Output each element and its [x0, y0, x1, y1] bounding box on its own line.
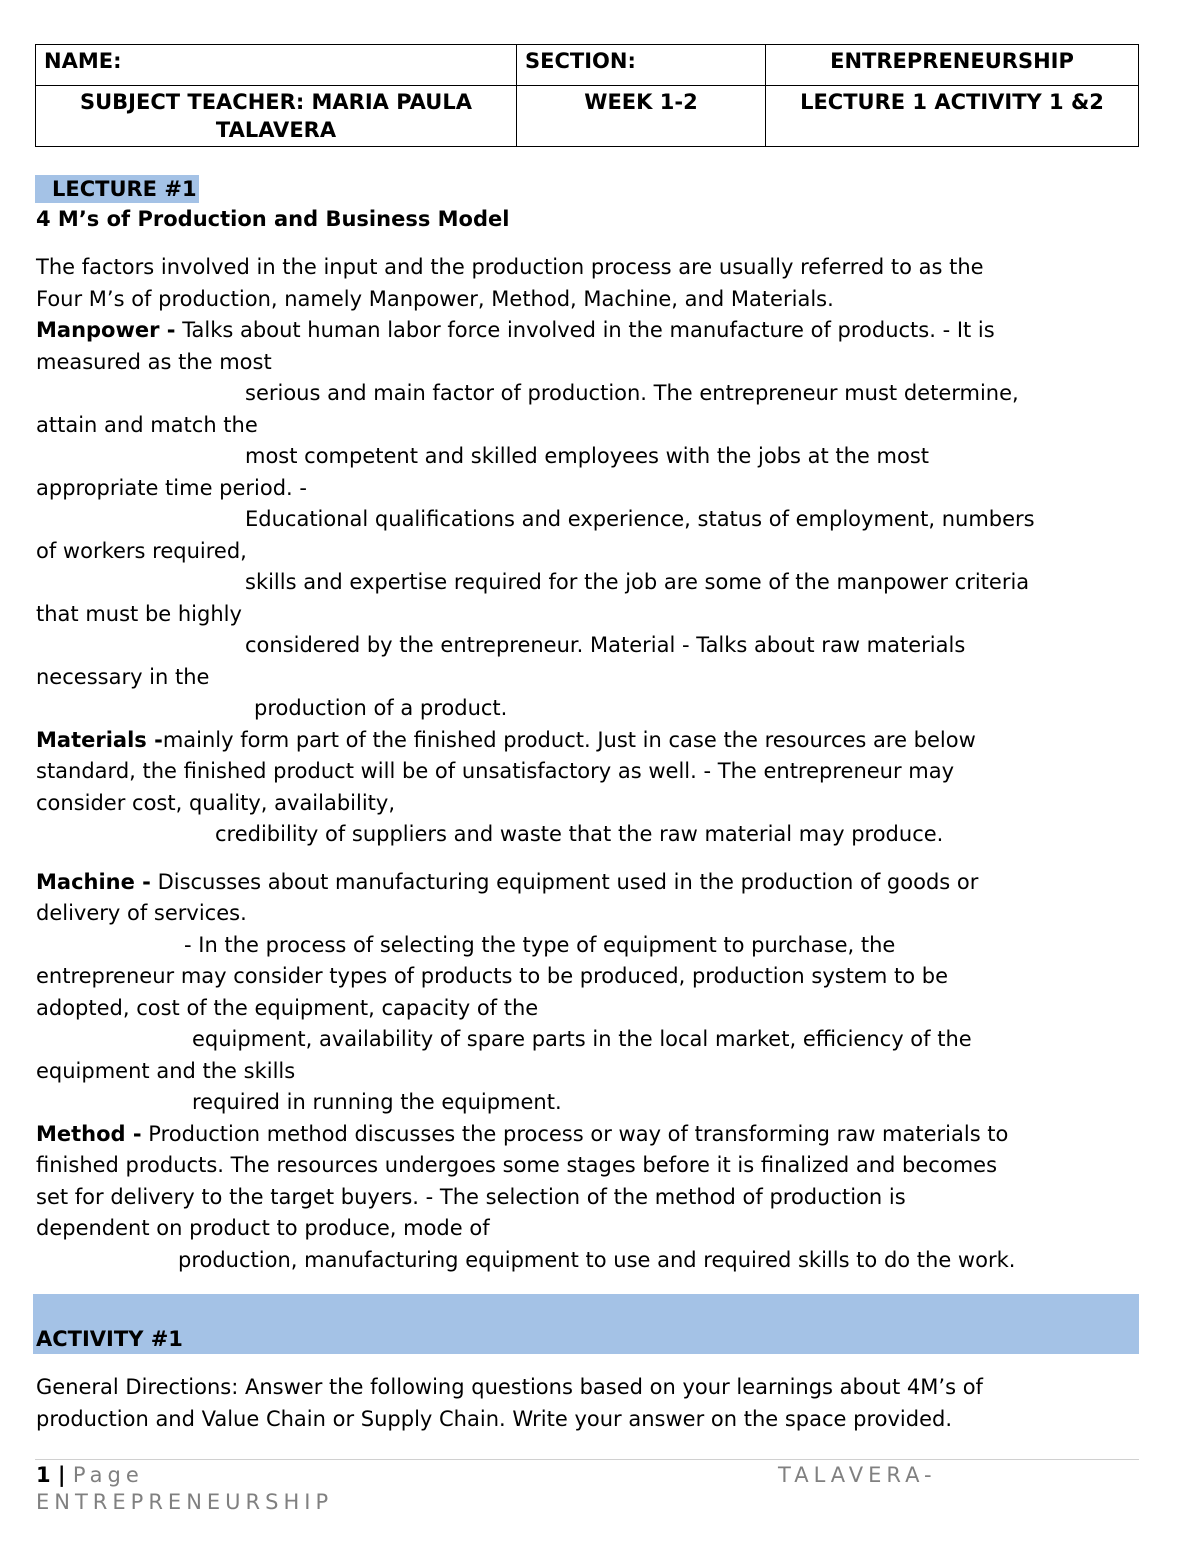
materials-line: consider cost, quality, availability, [36, 790, 396, 815]
footer-right: TALAVERA- [778, 1463, 937, 1487]
directions-line: General Directions: Answer the following questions based on your learnings about 4M’s of [36, 1375, 983, 1399]
header-table [35, 44, 1139, 147]
footer-subject: ENTREPRENEURSHIP [36, 1490, 334, 1514]
materials-line: Materials -mainly form part of the finished product. Just in case the resources are below [36, 727, 976, 752]
lecture-activity-label: LECTURE 1 ACTIVITY 1 &2 [800, 90, 1104, 114]
lecture-title: 4 M’s of Production and Business Model [36, 207, 510, 231]
machine-line: equipment, availability of spare parts in the local market, efficiency of the [192, 1027, 972, 1051]
manpower-term: Manpower - [36, 318, 176, 342]
activity-label: ACTIVITY #1 [36, 1327, 183, 1351]
manpower-line: Educational qualifications and experience, status of employment, numbers [245, 507, 1035, 531]
manpower-line: of workers required, [36, 538, 247, 563]
manpower-line: serious and main factor of production. The entrepreneur must determine, [245, 381, 1019, 405]
teacher-label: SUBJECT TEACHER: MARIA PAULA TALAVERA [80, 90, 472, 142]
directions-line: production and Value Chain or Supply Chain. Write your answer on the space provided. [36, 1406, 953, 1431]
week-cell [517, 86, 766, 147]
activity-directions [36, 1372, 1146, 1435]
manpower-line: attain and match the [36, 412, 258, 437]
manpower-line: most competent and skilled employees with the jobs at the most [245, 444, 930, 468]
method-term: Method - [36, 1121, 142, 1146]
section-label: SECTION: [525, 49, 636, 73]
page-number: 1 [36, 1463, 51, 1487]
manpower-line: appropriate time period. - [36, 475, 307, 500]
lecture-label: LECTURE #1 [35, 175, 199, 203]
activity-banner [33, 1294, 1139, 1354]
name-cell [36, 45, 517, 86]
lecture-activity-cell [766, 86, 1139, 147]
materials-line: standard, the finished product will be of unsatisfactory as well. - The entrepreneur may [36, 759, 955, 783]
manpower-line: considered by the entrepreneur. Material - Talks about raw materials [245, 633, 966, 657]
intro-line: The factors involved in the input and the production process are usually referred to as the [36, 255, 984, 279]
manpower-line: skills and expertise required for the job are some of the manpower criteria [245, 570, 1030, 594]
teacher-cell [36, 86, 517, 147]
manpower-line: that must be highly [36, 601, 242, 626]
manpower-line: necessary in the [36, 664, 210, 689]
subject-label: ENTREPRENEURSHIP [830, 49, 1074, 73]
footer-divider [35, 1459, 1139, 1460]
lecture-body [36, 252, 1146, 1276]
name-label: NAME: [44, 49, 122, 73]
week-label: WEEK 1-2 [584, 90, 698, 114]
machine-term: Machine - [36, 869, 151, 894]
page-separator: | [50, 1463, 73, 1487]
manpower-line: Manpower - Talks about human labor force involved in the manufacture of products. - It is [36, 318, 995, 342]
page-word: Page [72, 1463, 144, 1487]
intro-line: Four M’s of production, namely Manpower, Method, Machine, and Materials. [36, 286, 834, 311]
machine-line: equipment and the skills [36, 1058, 296, 1083]
method-line: set for delivery to the target buyers. - The selection of the method of production is [36, 1184, 906, 1209]
machine-line: entrepreneur may consider types of products to be produced, production system to be [36, 964, 948, 988]
section-cell [517, 45, 766, 86]
manpower-line: production of a product. [254, 696, 508, 720]
materials-term: Materials - [36, 727, 163, 752]
manpower-line: measured as the most [36, 349, 272, 374]
machine-line: - In the process of selecting the type of equipment to purchase, the [184, 932, 896, 957]
method-line: Method - Production method discusses the process or way of transforming raw materials to [36, 1121, 1009, 1146]
subject-cell [766, 45, 1139, 86]
method-line: production, manufacturing equipment to use and required skills to do the work. [178, 1247, 1016, 1272]
method-line: dependent on product to produce, mode of [36, 1216, 490, 1240]
machine-line: required in running the equipment. [192, 1090, 562, 1114]
machine-line: adopted, cost of the equipment, capacity of the [36, 995, 539, 1020]
method-line: finished products. The resources undergoes some stages before it is finalized and becomes [36, 1153, 998, 1177]
footer-left [36, 1463, 144, 1488]
machine-line: delivery of services. [36, 901, 247, 925]
materials-line: credibility of suppliers and waste that the raw material may produce. [215, 822, 944, 846]
machine-line: Machine - Discusses about manufacturing equipment used in the production of goods or [36, 869, 979, 894]
